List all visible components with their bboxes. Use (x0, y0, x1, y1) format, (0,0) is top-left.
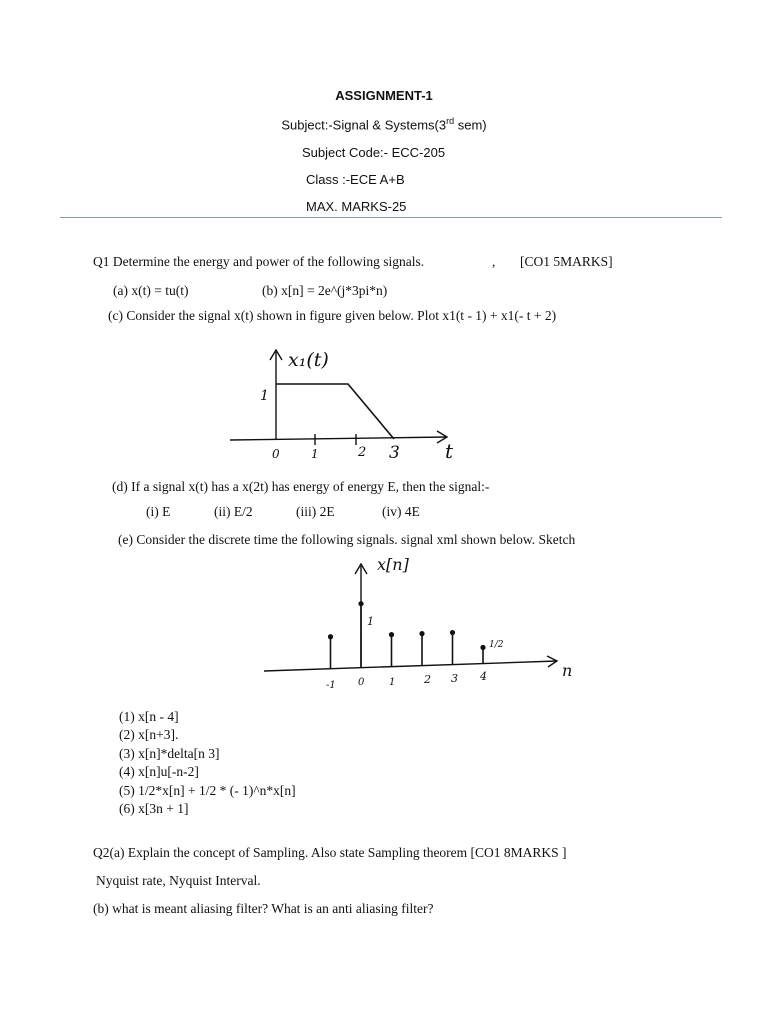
sketch-item-3: (3) x[n]*delta[n 3] (119, 745, 220, 761)
fig2-stem-dot-n3 (450, 630, 455, 635)
fig2-xtick-2: 2 (424, 673, 431, 686)
fig2-stem-dot-n-1 (328, 634, 333, 639)
fig2-label-half: 1/2 (489, 640, 504, 650)
sketch-item-4: (4) x[n]u[-n-2] (119, 764, 199, 780)
fig2-stem-dot-n2 (419, 631, 424, 636)
q1-part-c: (c) Consider the signal x(t) shown in figure given below. Plot x1(t - 1) + x1(- t + 2) (108, 308, 557, 323)
assignment-title: ASSIGNMENT-1 (335, 88, 433, 103)
option-iv: (iv) 4E (382, 504, 420, 519)
fig2-xtick-0: 0 (358, 677, 365, 688)
option-iii: (iii) 2E (296, 504, 335, 519)
fig2-stem-dot-n0 (358, 601, 363, 606)
fig1-y-arrow (270, 350, 282, 360)
sketch-item-6: (6) x[3n + 1] (119, 801, 189, 817)
q2-part-a: Q2(a) Explain the concept of Sampling. Also state Sampling theorem [CO1 8MARKS ] (93, 845, 567, 860)
fig2-y-label: x[n] (377, 555, 409, 574)
max-marks: MAX. MARKS-25 (306, 199, 407, 214)
fig1-xtick-0: 0 (272, 447, 280, 461)
q1-comma: , (492, 254, 496, 269)
fig1-xtick-2: 2 (358, 445, 367, 460)
fig1-xtick-3: 3 (389, 443, 400, 463)
fig2-x-label: n (562, 661, 573, 680)
fig2-label-1: 1 (367, 615, 374, 628)
fig2-xtick--1: -1 (326, 680, 336, 691)
fig2-x-arrow (547, 656, 557, 667)
fig1-y-label: x₁(t) (288, 349, 329, 371)
subject-code: Subject Code:- ECC-205 (302, 145, 446, 160)
fig2-xtick-1: 1 (389, 677, 396, 688)
subject-line: Subject:-Signal & Systems(3rd sem) (281, 116, 487, 133)
fig1-x-axis (230, 437, 447, 440)
fig1-xtick-1: 1 (311, 447, 319, 461)
sketch-item-1: (1) x[n - 4] (119, 709, 179, 724)
fig1-x-arrow (437, 431, 447, 443)
option-ii: (ii) E/2 (214, 504, 253, 519)
sketch-list (119, 708, 296, 818)
q1-part-d: (d) If a signal x(t) has a x(2t) has energy of energy E, then the signal:- (112, 479, 490, 494)
fig2-xtick-3: 3 (451, 672, 458, 685)
fig2-x-axis (264, 661, 557, 671)
option-i: (i) E (146, 504, 171, 519)
fig1-y-tick: 1 (260, 388, 269, 404)
fig1-x-label: t (445, 439, 454, 463)
q1-part-a: (a) x(t) = tu(t) (113, 283, 189, 298)
fig2-xtick-4: 4 (480, 670, 487, 683)
sketch-item-2: (2) x[n+3]. (119, 727, 179, 743)
fig2-stem-dot-n4 (480, 645, 485, 650)
q1-marks: [CO1 5MARKS] (520, 254, 613, 269)
q1-heading: Q1 Determine the energy and power of the following signals. (93, 254, 425, 269)
fig2-stem-dot-n1 (389, 632, 394, 637)
q2-part-b: (b) what is meant aliasing filter? What is an anti aliasing filter? (93, 901, 434, 916)
header-divider (60, 217, 722, 218)
class-line: Class :-ECE A+B (306, 172, 405, 187)
q2-part-a-cont: Nyquist rate, Nyquist Interval. (96, 873, 261, 888)
q1-part-e: (e) Consider the discrete time the following signals. signal xml shown below. Sketch (118, 532, 576, 547)
fig1-signal-trace (276, 384, 394, 439)
sketch-item-5: (5) 1/2*x[n] + 1/2 * (- 1)^n*x[n] (119, 782, 296, 798)
fig2-y-arrow (355, 564, 367, 574)
q1-part-b: (b) x[n] = 2e^(j*3pi*n) (262, 283, 388, 298)
